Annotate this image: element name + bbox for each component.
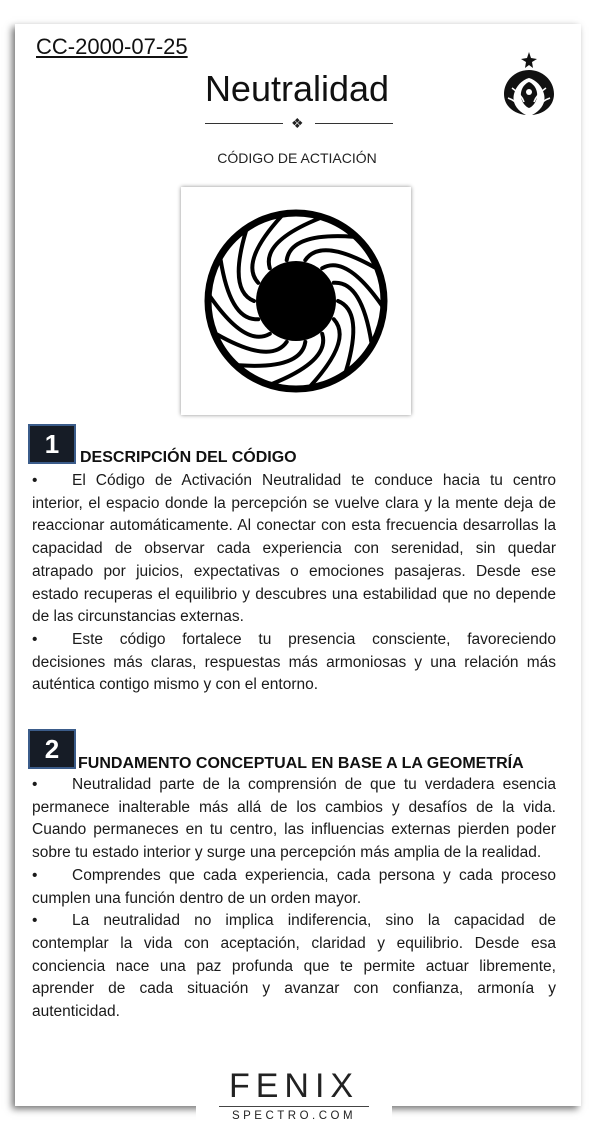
section-2-body <box>32 774 556 1024</box>
activation-symbol-frame <box>181 187 411 415</box>
section-1-paragraph: • Este código fortalece tu presencia consciente, favoreciendo decisiones más claras, respuestas más armoniosas y una relación más auténtica contigo mismo y con el entorno. <box>32 630 556 694</box>
section-2-paragraph: • La neutralidad no implica indiferencia, sino la capacidad de contemplar la vida con aceptación, claridad y equilibrio. Desde esa conciencia nace una paz profunda que te permite actuar libremente, aprender de cada situación y avanzar con confianza, armonía y autenticidad. <box>32 912 556 1021</box>
title-divider <box>205 115 393 131</box>
section-1-number: 1 <box>28 424 76 464</box>
footer-logo <box>196 1066 392 1134</box>
section-1-body <box>32 470 556 697</box>
swirl-blade <box>239 342 305 366</box>
brand-name: FENIX <box>228 1067 360 1105</box>
brand-tagline: SPECTRO.COM <box>231 1110 357 1122</box>
section-2-number: 2 <box>28 729 76 769</box>
code-id: CC-2000-07-25 <box>36 34 188 59</box>
section-1-paragraph: • El Código de Activación Neutralidad te conduce hacia tu centro interior, el espacio donde la percepción se vuelve clara y la mente deja de reaccionar automáticamente. Al conectar con esta frecuencia desarrollas la capacidad de observar cada experiencia con serenidad, sin quedar atrapado por juicios, expectativas o emociones pasajeras. Desde ese estado recuperas el equilibrio y descubres una estabilidad que no depende de las circunstancias externas. <box>32 472 556 626</box>
section-2-paragraph: • Comprendes que cada experiencia, cada persona y cada proceso cumplen una función dentro de un orden mayor. <box>32 866 556 907</box>
diamond-ornament-icon: ❖ <box>291 115 304 131</box>
section-2-heading: FUNDAMENTO CONCEPTUAL EN BASE A LA GEOMETRÍA <box>78 755 524 772</box>
swirl-blade <box>273 334 324 384</box>
section-1-heading: DESCRIPCIÓN DEL CÓDIGO <box>80 449 297 466</box>
brand-rule <box>219 1106 369 1107</box>
page-title: Neutralidad <box>204 68 390 109</box>
subtitle: CÓDIGO DE ACTIACIÓN <box>217 150 377 166</box>
radial-swirl-symbol-icon <box>181 187 411 415</box>
swirl-blade <box>287 236 353 260</box>
center-disc <box>256 261 336 341</box>
swirl-blade <box>269 218 320 268</box>
section-2-paragraph: • Neutralidad parte de la comprensión de que tu verdadera esencia permanece inalterable más allá de los cambios y desafíos de la vida. Cuando permaneces en tu centro, las influencias externas pierden poder sobre tu estado interior y surge una percepción más amplia de la realidad. <box>32 776 556 862</box>
